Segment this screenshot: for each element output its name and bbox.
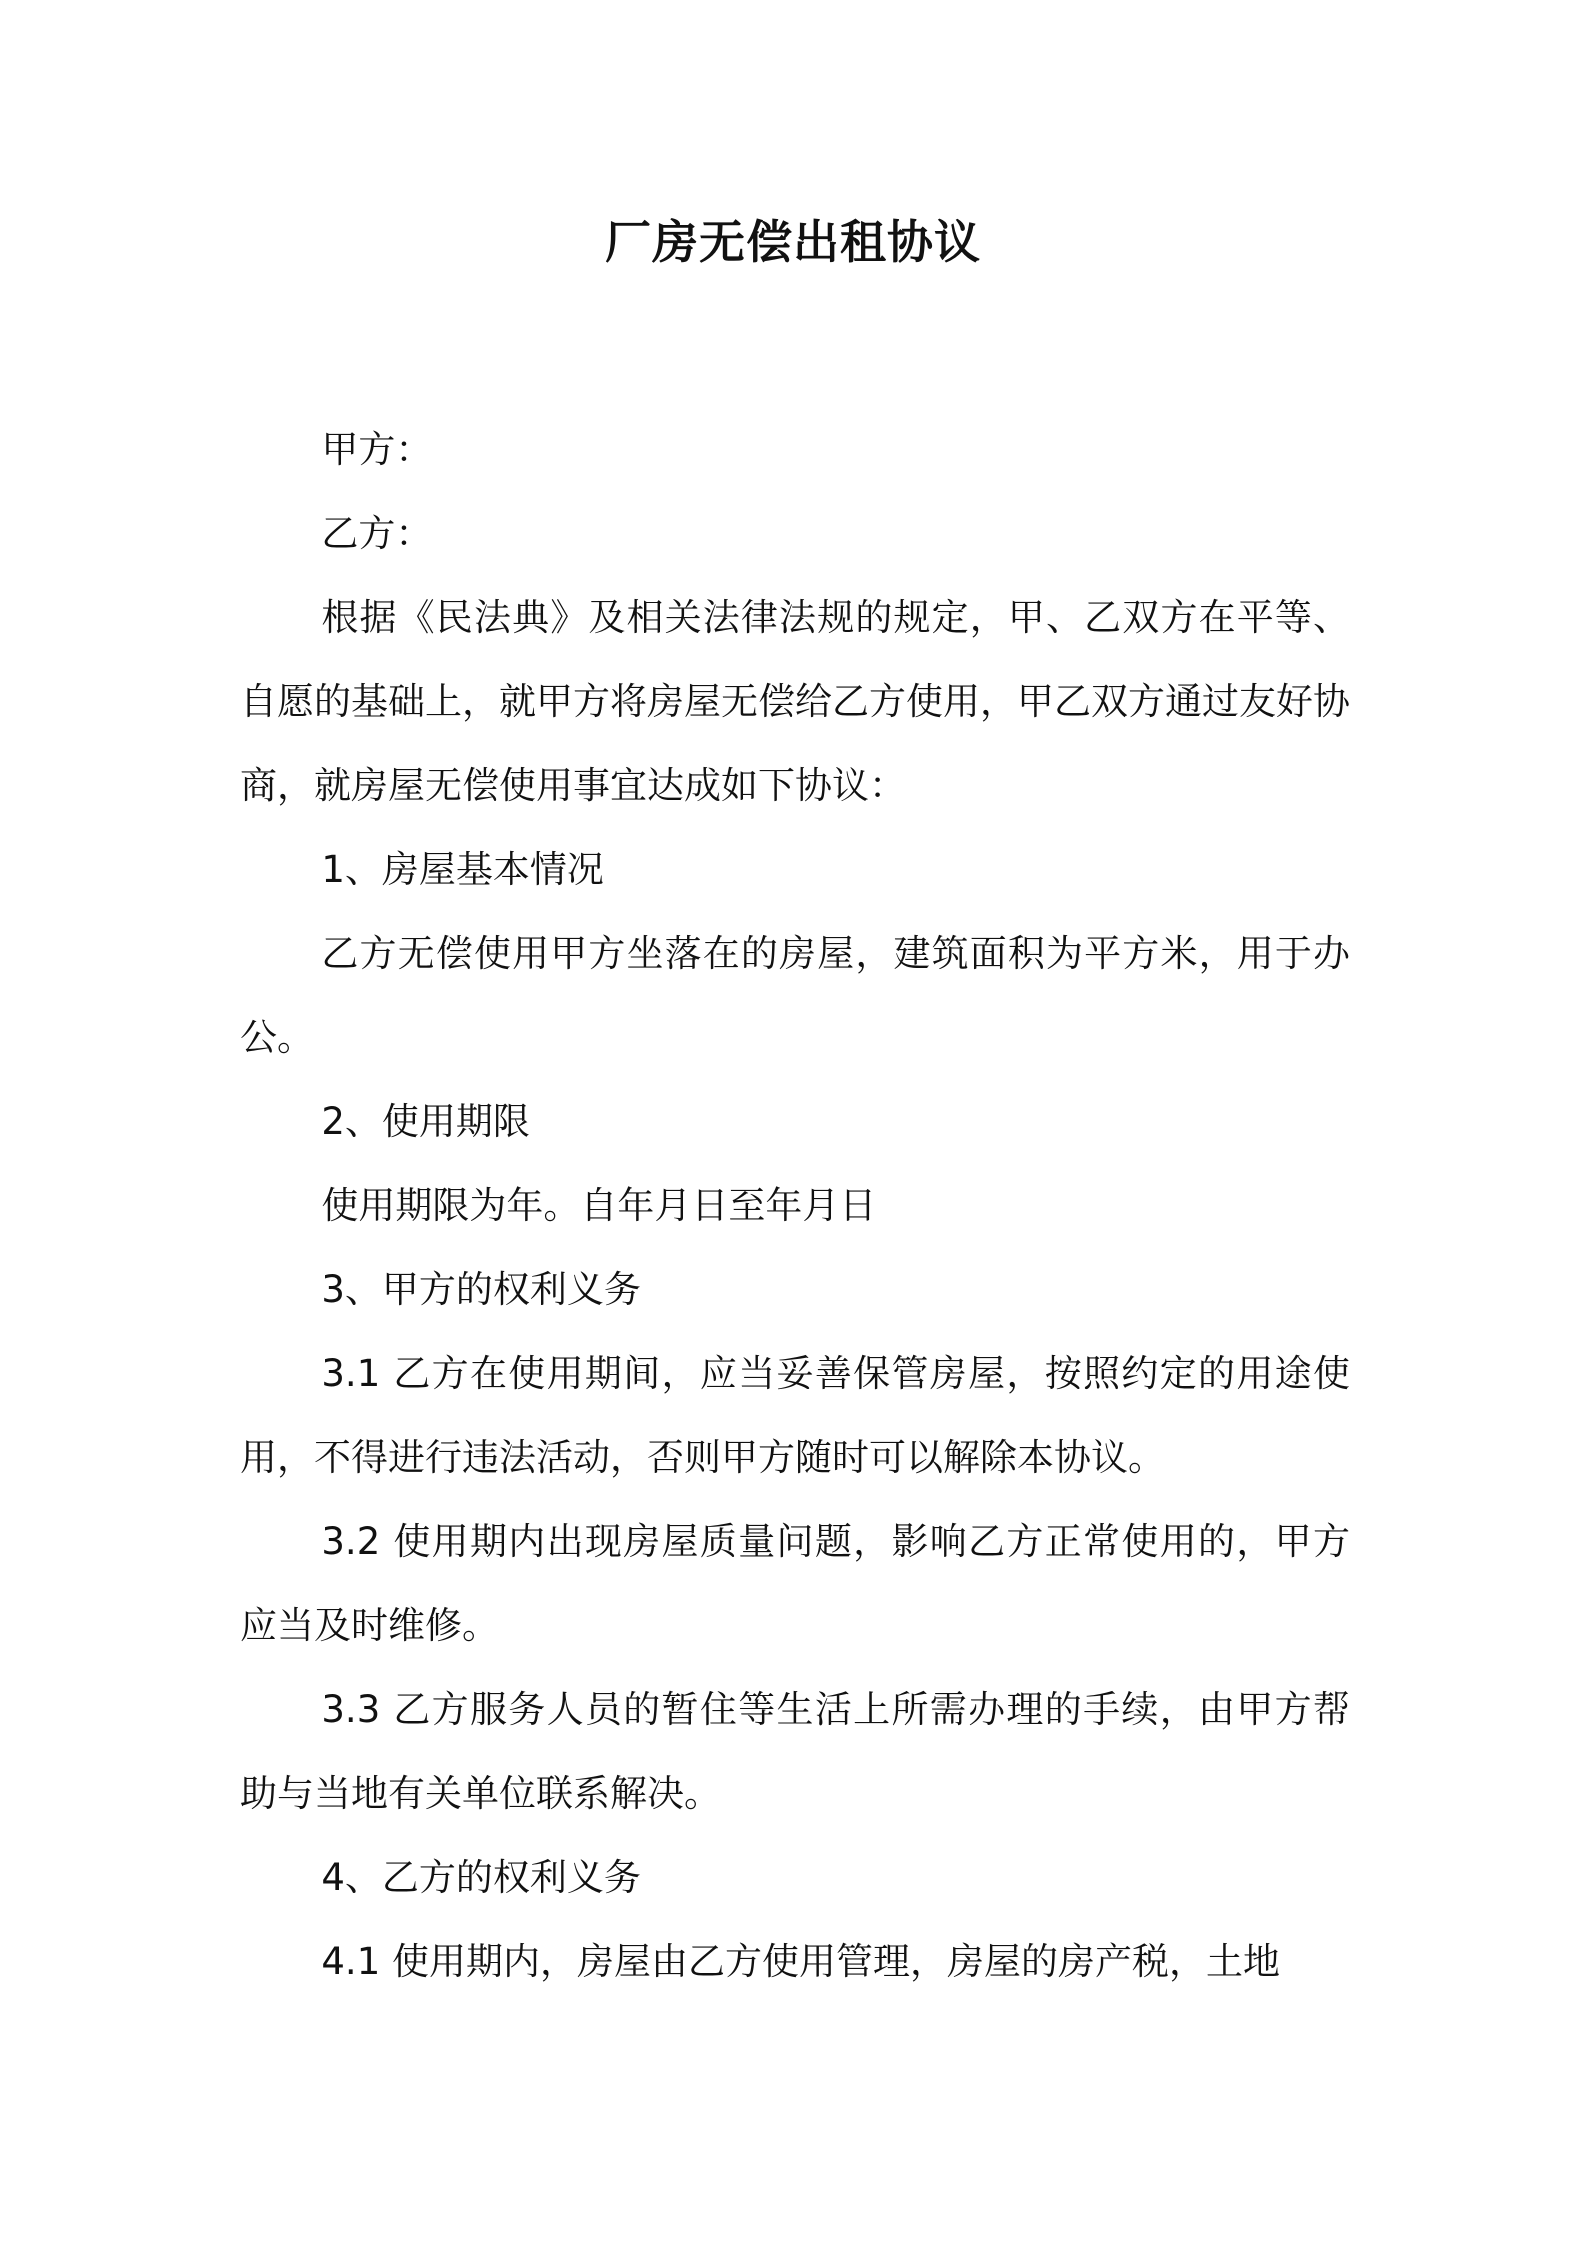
section-2-paragraph: 使用期限为年。自年月日至年月日: [321, 1184, 877, 1227]
section-heading-4: 4、乙方的权利义务: [321, 1856, 641, 1899]
party-a-label: 甲方：: [321, 428, 433, 471]
party-b-label: 乙方：: [321, 512, 433, 555]
section-1-paragraph: 乙方无偿使用甲方坐落在的房屋，建筑面积为平方米，用于办公。: [240, 932, 1350, 1059]
section-heading-1: 1、房屋基本情况: [321, 848, 604, 891]
document-title: 厂房无偿出租协议: [605, 215, 981, 269]
clause-3-2: 3.2 使用期内出现房屋质量问题，影响乙方正常使用的，甲方应当及时维修。: [240, 1520, 1350, 1647]
clause-4-1: 4.1 使用期内，房屋由乙方使用管理，房屋的房产税，土地: [321, 1940, 1280, 1983]
intro-paragraph: 根据《民法典》及相关法律法规的规定，甲、乙双方在平等、自愿的基础上，就甲方将房屋无偿给乙方使用，甲乙双方通过友好协商，就房屋无偿使用事宜达成如下协议：: [240, 596, 1350, 807]
section-heading-2: 2、使用期限: [321, 1100, 530, 1143]
section-heading-3: 3、甲方的权利义务: [321, 1268, 641, 1311]
document-body: [240, 408, 1350, 2004]
clause-3-3: 3.3 乙方服务人员的暂住等生活上所需办理的手续，由甲方帮助与当地有关单位联系解决。: [240, 1688, 1350, 1815]
clause-3-1: 3.1 乙方在使用期间，应当妥善保管房屋，按照约定的用途使用，不得进行违法活动，否则甲方随时可以解除本协议。: [240, 1352, 1350, 1479]
